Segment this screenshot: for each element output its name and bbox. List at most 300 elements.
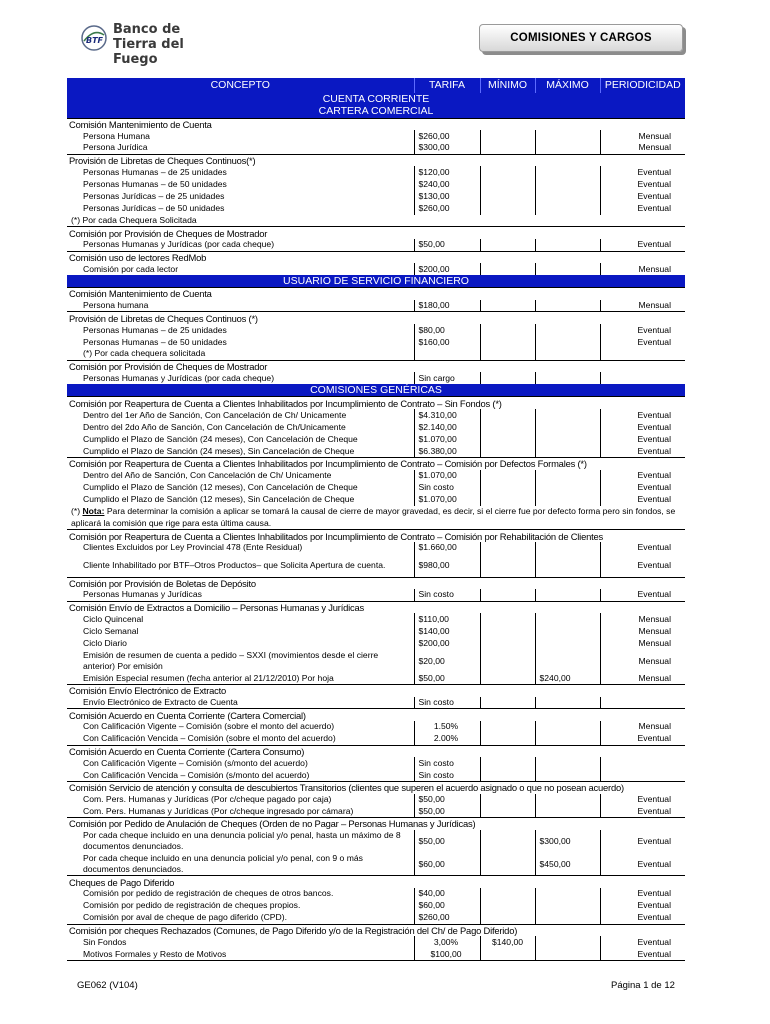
minimo-cell: [480, 433, 535, 445]
banner-cartera-comercial: CARTERA COMERCIAL: [67, 106, 685, 119]
col-header-periodicidad: PERIODICIDAD: [600, 78, 685, 93]
minimo-cell: [480, 300, 535, 312]
periodicidad-cell: Mensual: [638, 142, 671, 153]
tarifa-cell: 3,00%: [414, 936, 480, 948]
section-heading: Comisión por Provisión de Cheques de Mostrador: [67, 360, 685, 372]
table-row: [67, 637, 685, 649]
maximo-cell: [535, 888, 600, 900]
maximo-cell: [535, 300, 600, 312]
footnote-prefix: (*): [71, 506, 83, 517]
section-banner: [67, 384, 685, 397]
section-heading: Provisión de Libretas de Cheques Continuos (*): [67, 312, 685, 324]
tarifa-cell: $6.380,00: [414, 445, 480, 457]
concept-cell: Cumplido el Plazo de Sanción (12 meses), Con Cancelación de Cheque: [83, 482, 358, 493]
concept-cell: Cumplido el Plazo de Sanción (12 meses), Sin Cancelación de Cheque: [83, 494, 355, 505]
tarifa-cell: $4.310,00: [414, 409, 480, 421]
maximo-cell: [535, 433, 600, 445]
table-row: [67, 757, 685, 769]
section-heading: Comisión por Reapertura de Cuenta a Clientes Inhabilitados por Incumplimiento de Contrato – Comisión por Rehabilitación de Clientes: [67, 530, 685, 542]
table-row: [67, 733, 685, 745]
table-row: [67, 166, 685, 178]
concept-cell: Envío Electrónico de Extracto de Cuenta: [83, 697, 238, 707]
section-heading-row: [67, 924, 685, 936]
col-header-minimo: MÍNIMO: [480, 78, 535, 93]
tarifa-cell: $260,00: [414, 130, 480, 142]
concept-cell: Comisión por cada lector: [83, 263, 179, 274]
tarifa-cell: $40,00: [414, 888, 480, 900]
periodicidad-cell: Mensual: [638, 672, 671, 683]
minimo-cell: [480, 178, 535, 190]
table-row: [67, 769, 685, 781]
maximo-cell: [535, 445, 600, 457]
maximo-cell: [535, 239, 600, 251]
minimo-cell: [480, 542, 535, 554]
table-row: [67, 494, 685, 506]
minimo-cell: [480, 239, 535, 251]
minimo-cell: [480, 191, 535, 203]
section-heading-row: [67, 781, 685, 793]
periodicidad-cell: [600, 372, 685, 384]
bank-name: [113, 22, 230, 67]
tarifa-cell: $1.070,00: [414, 494, 480, 506]
minimo-cell: [480, 482, 535, 494]
minimo-cell: [480, 721, 535, 733]
periodicidad-cell: Eventual: [637, 900, 671, 911]
section-heading-row: [67, 745, 685, 757]
maximo-cell: [535, 757, 600, 769]
concept-cell: Ciclo Diario: [83, 637, 127, 648]
maximo-cell: [535, 733, 600, 745]
periodicidad-cell: Eventual: [637, 733, 671, 744]
maximo-cell: [535, 589, 600, 601]
minimo-cell: [480, 336, 535, 348]
concept-cell: Con Calificación Vigente – Comisión (s/monto del acuerdo): [83, 757, 308, 768]
maximo-cell: [535, 542, 600, 554]
concept-cell: Persona humana: [83, 300, 149, 311]
maximo-cell: [535, 372, 600, 384]
table-header-row: [67, 78, 685, 93]
tarifa-cell: $240,00: [414, 178, 480, 190]
periodicidad-cell: Mensual: [638, 263, 671, 274]
table-row: [67, 853, 685, 876]
minimo-cell: [480, 409, 535, 421]
maximo-cell: [535, 613, 600, 625]
table-row: [67, 300, 685, 312]
tarifa-cell: $50,00: [414, 794, 480, 806]
concept-cell: Clientes Excluidos por Ley Provincial 478 (Ente Residual): [83, 542, 303, 553]
tarifa-cell: $50,00: [414, 239, 480, 251]
periodicidad-cell: Mensual: [638, 625, 671, 636]
tarifa-cell: $80,00: [414, 324, 480, 336]
section-heading-row: [67, 709, 685, 721]
maximo-cell: [535, 409, 600, 421]
table-row: [67, 470, 685, 482]
concept-cell: (*) Por cada chequera solicitada: [83, 348, 206, 359]
periodicidad-cell: Eventual: [637, 912, 671, 923]
banner-cuenta-corriente: CUENTA CORRIENTE: [67, 93, 685, 106]
minimo-cell: [480, 948, 535, 960]
col-header-maximo: MÁXIMO: [535, 78, 600, 93]
periodicidad-cell: [600, 697, 685, 709]
periodicidad-cell: Eventual: [637, 409, 671, 420]
tarifa-cell: $180,00: [414, 300, 480, 312]
minimo-cell: [480, 830, 535, 853]
table-row: [67, 178, 685, 190]
tarifa-cell: Sin cargo: [414, 372, 480, 384]
concept-cell: Personas Humanas – de 25 unidades: [83, 166, 227, 177]
tarifa-cell: $160,00: [414, 336, 480, 348]
concept-cell: Por cada cheque incluido en una denuncia policial y/o penal, con 9 o más documentos denunciados.: [83, 853, 363, 875]
tarifa-cell: $200,00: [414, 637, 480, 649]
section-heading: Comisión por Provisión de Cheques de Mostrador: [67, 227, 685, 239]
table-row: [67, 263, 685, 275]
table-row: [67, 372, 685, 384]
bank-logo: [80, 22, 230, 67]
fees-table-container: [67, 78, 685, 961]
tarifa-cell: $100,00: [414, 948, 480, 960]
table-row: [67, 445, 685, 457]
section-heading: Comisión Mantenimiento de Cuenta: [67, 288, 685, 300]
maximo-cell: [535, 769, 600, 781]
section-heading-row: [67, 288, 685, 300]
tarifa-cell: [414, 348, 480, 360]
table-row: [67, 948, 685, 960]
tarifa-cell: $1.070,00: [414, 433, 480, 445]
bank-logo-icon: [80, 24, 108, 52]
tarifa-cell: $1.660,00: [414, 542, 480, 554]
minimo-cell: [480, 324, 535, 336]
tarifa-cell: $130,00: [414, 191, 480, 203]
tarifa-cell: $2.140,00: [414, 421, 480, 433]
maximo-cell: [535, 721, 600, 733]
maximo-cell: [535, 203, 600, 215]
section-heading: Comisión por Reapertura de Cuenta a Clientes Inhabilitados por Incumplimiento de Contrato – Comisión por Defectos Formales (*): [67, 457, 685, 469]
tarifa-cell: $60,00: [414, 900, 480, 912]
section-heading-row: [67, 457, 685, 469]
tarifa-cell: $50,00: [414, 830, 480, 853]
footnote: [67, 506, 685, 530]
tarifa-cell: Sin costo: [414, 757, 480, 769]
tarifa-cell: 2.00%: [414, 733, 480, 745]
section-heading: Comisión Envío Electrónico de Extracto: [67, 685, 685, 697]
section-banner: [67, 106, 685, 119]
section-heading: Comisión Acuerdo en Cuenta Corriente (Cartera Comercial): [67, 709, 685, 721]
section-heading-row: [67, 397, 685, 409]
table-row: [67, 421, 685, 433]
tarifa-cell: $300,00: [414, 142, 480, 154]
table-row: [67, 542, 685, 554]
fees-table: [67, 78, 685, 961]
section-heading-row: [67, 251, 685, 263]
banner-label: COMISIONES GENÉRICAS: [67, 384, 685, 397]
footer-page-number: Página 1 de 12: [611, 980, 675, 991]
minimo-cell: [480, 637, 535, 649]
periodicidad-cell: Mensual: [638, 613, 671, 624]
minimo-cell: [480, 769, 535, 781]
table-row: [67, 936, 685, 948]
table-row: [67, 348, 685, 360]
maximo-cell: [535, 650, 600, 673]
concept-cell: Ciclo Semanal: [83, 625, 139, 636]
section-heading: Comisión Envío de Extractos a Domicilio – Personas Humanas y Jurídicas: [67, 601, 685, 613]
maximo-cell: [535, 554, 600, 577]
periodicidad-cell: Eventual: [637, 482, 671, 493]
svg-text:BTF: BTF: [86, 36, 104, 45]
concept-cell: Personas Humanas y Jurídicas (por cada cheque): [83, 239, 275, 250]
maximo-cell: [535, 348, 600, 360]
periodicidad-cell: Mensual: [638, 300, 671, 311]
bank-name-line1: Banco de: [113, 22, 181, 37]
section-heading: Comisión por Provisión de Boletas de Depósito: [67, 577, 685, 589]
periodicidad-cell: Eventual: [637, 805, 671, 816]
table-row: [67, 912, 685, 924]
tarifa-cell: 1.50%: [414, 721, 480, 733]
periodicidad-cell: Mensual: [638, 721, 671, 732]
maximo-cell: $300,00: [535, 830, 600, 853]
tarifa-cell: $50,00: [414, 673, 480, 685]
periodicidad-cell: Eventual: [637, 835, 671, 846]
maximo-cell: [535, 191, 600, 203]
table-row: [67, 794, 685, 806]
concept-cell: Cliente Inhabilitado por BTF–Otros Productos– que Solicita Apertura de cuenta.: [83, 559, 386, 570]
table-row: [67, 830, 685, 853]
section-heading-row: [67, 685, 685, 697]
minimo-cell: [480, 900, 535, 912]
tarifa-cell: $110,00: [414, 613, 480, 625]
minimo-cell: [480, 372, 535, 384]
table-row: [67, 142, 685, 154]
periodicidad-cell: Eventual: [637, 191, 671, 202]
minimo-cell: [480, 142, 535, 154]
periodicidad-cell: [600, 348, 685, 360]
footnote-label: Nota:: [82, 506, 105, 517]
minimo-cell: [480, 470, 535, 482]
section-heading-row: [67, 154, 685, 166]
table-row: [67, 433, 685, 445]
tarifa-cell: Sin costo: [414, 482, 480, 494]
periodicidad-cell: Eventual: [637, 494, 671, 505]
concept-cell: Emisión Especial resumen (fecha anterior al 21/12/2010) Por hoja: [83, 672, 334, 683]
maximo-cell: [535, 806, 600, 818]
maximo-cell: [535, 900, 600, 912]
minimo-cell: [480, 130, 535, 142]
periodicidad-cell: Eventual: [637, 559, 671, 570]
maximo-cell: [535, 166, 600, 178]
concept-cell: Dentro del 1er Año de Sanción, Con Cancelación de Ch/ Unicamente: [83, 409, 347, 420]
maximo-cell: [535, 482, 600, 494]
concept-cell: Dentro del Año de Sanción, Con Cancelación de Ch/ Unicamente: [83, 470, 332, 481]
minimo-cell: [480, 589, 535, 601]
minimo-cell: [480, 625, 535, 637]
section-banner: [67, 275, 685, 288]
section-heading-row: [67, 601, 685, 613]
periodicidad-cell: [600, 769, 685, 781]
maximo-cell: [535, 494, 600, 506]
section-heading: Comisión por cheques Rechazados (Comunes, de Pago Diferido y/o de la Registración del Ch/ de Pago Diferido): [67, 924, 685, 936]
minimo-cell: [480, 757, 535, 769]
periodicidad-cell: Eventual: [637, 239, 671, 250]
maximo-cell: [535, 336, 600, 348]
tarifa-cell: $60,00: [414, 853, 480, 876]
periodicidad-cell: Eventual: [637, 324, 671, 335]
periodicidad-cell: Eventual: [637, 858, 671, 869]
maximo-cell: [535, 324, 600, 336]
tarifa-cell: $260,00: [414, 203, 480, 215]
maximo-cell: [535, 794, 600, 806]
footnote-row: [67, 506, 685, 530]
table-row: [67, 888, 685, 900]
tarifa-cell: Sin costo: [414, 697, 480, 709]
concept-cell: Persona Humana: [83, 130, 150, 141]
table-row: [67, 239, 685, 251]
tarifa-cell: $120,00: [414, 166, 480, 178]
table-row: [67, 130, 685, 142]
minimo-cell: [480, 348, 535, 360]
table-row: [67, 613, 685, 625]
maximo-cell: [535, 936, 600, 948]
concept-cell: Emisión de resumen de cuenta a pedido – SXXI (movimientos desde el cierre anterior) Por emisión: [83, 650, 379, 672]
table-row: [67, 191, 685, 203]
concept-cell: Personas Humanas – de 25 unidades: [83, 324, 227, 335]
periodicidad-cell: Mensual: [638, 655, 671, 666]
periodicidad-cell: [600, 757, 685, 769]
concept-cell: Cumplido el Plazo de Sanción (24 meses), Sin Cancelación de Cheque: [83, 445, 355, 456]
col-header-tarifa: TARIFA: [414, 78, 480, 93]
section-heading-row: [67, 577, 685, 589]
concept-cell: Cumplido el Plazo de Sanción (24 meses), Con Cancelación de Cheque: [83, 433, 358, 444]
table-row: [67, 554, 685, 577]
minimo-cell: $140,00: [491, 936, 524, 947]
tarifa-cell: Sin costo: [414, 589, 480, 601]
tarifa-cell: $200,00: [414, 263, 480, 275]
concept-cell: Por cada cheque incluido en una denuncia policial y/o penal, hasta un máximo de 8 documentos denunciados.: [83, 830, 401, 852]
minimo-cell: [480, 650, 535, 673]
maximo-cell: [535, 421, 600, 433]
periodicidad-cell: Eventual: [637, 794, 671, 804]
section-heading: Comisión Acuerdo en Cuenta Corriente (Cartera Consumo): [67, 745, 685, 757]
maximo-cell: [535, 178, 600, 190]
section-heading-row: [67, 227, 685, 239]
banner-label: USUARIO DE SERVICIO FINANCIERO: [67, 275, 685, 288]
table-row: [67, 900, 685, 912]
periodicidad-cell: Eventual: [637, 445, 671, 456]
concept-cell: Comisión por aval de cheque de pago diferido (CPD).: [83, 912, 287, 923]
section-heading: Comisión por Reapertura de Cuenta a Clientes Inhabilitados por Incumplimiento de Contrato – Sin Fondos (*): [67, 397, 685, 409]
maximo-cell: [535, 625, 600, 637]
minimo-cell: [480, 494, 535, 506]
concept-cell: Personas Humanas y Jurídicas (por cada cheque): [83, 372, 275, 383]
periodicidad-cell: Eventual: [637, 470, 671, 481]
document-title: COMISIONES Y CARGOS: [479, 24, 683, 52]
tarifa-cell: $1.070,00: [414, 470, 480, 482]
table-row: [67, 697, 685, 709]
section-heading: Comisión uso de lectores RedMob: [67, 251, 685, 263]
periodicidad-cell: Eventual: [637, 433, 671, 444]
concept-cell: Con Calificación Vigente – Comisión (sobre el monto del acuerdo): [83, 721, 335, 732]
minimo-cell: [480, 697, 535, 709]
minimo-cell: [480, 554, 535, 577]
concept-cell: Personas Humanas y Jurídicas: [83, 589, 202, 600]
concept-cell: Personas Jurídicas – de 50 unidades: [83, 203, 225, 214]
concept-cell: Persona Jurídica: [83, 142, 148, 153]
section-heading: Cheques de Pago Diferido: [67, 876, 685, 888]
minimo-cell: [480, 733, 535, 745]
minimo-cell: [480, 421, 535, 433]
maximo-cell: [535, 130, 600, 142]
maximo-cell: [535, 263, 600, 275]
maximo-cell: $240,00: [535, 673, 600, 685]
maximo-cell: [535, 948, 600, 960]
maximo-cell: [535, 637, 600, 649]
minimo-cell: [480, 166, 535, 178]
maximo-cell: [535, 142, 600, 154]
concept-cell: Comisión por pedido de registración de cheques de otros bancos.: [83, 888, 334, 899]
section-heading-row: [67, 818, 685, 830]
concept-cell: Com. Pers. Humanas y Jurídicas (Por c/cheque pagado por caja): [83, 794, 332, 804]
minimo-cell: [480, 613, 535, 625]
periodicidad-cell: Eventual: [637, 589, 671, 600]
minimo-cell: [480, 912, 535, 924]
section-heading: Comisión Servicio de atención y consulta de descubiertos Transitorios (clientes que superen el acuerdo asignado o que no posean acuerdo): [67, 781, 685, 793]
maximo-cell: [535, 912, 600, 924]
minimo-cell: [480, 203, 535, 215]
concept-cell: Sin Fondos: [83, 936, 127, 947]
table-row: [67, 409, 685, 421]
periodicidad-cell: Eventual: [637, 421, 671, 432]
section-heading-row: [67, 118, 685, 130]
concept-cell: Dentro del 2do Año de Sanción, Con Cancelación de Ch/Unicamente: [83, 421, 346, 432]
tarifa-cell: $20,00: [414, 650, 480, 673]
concept-cell: Motivos Formales y Resto de Motivos: [67, 948, 414, 960]
table-row: [67, 203, 685, 215]
table-row: [67, 589, 685, 601]
maximo-cell: [535, 470, 600, 482]
footnote-row: [67, 215, 685, 227]
section-heading: Comisión Mantenimiento de Cuenta: [67, 118, 685, 130]
concept-cell: Con Calificación Vencida – Comisión (sobre el monto del acuerdo): [83, 733, 336, 744]
minimo-cell: [480, 445, 535, 457]
col-header-concepto: CONCEPTO: [67, 78, 414, 93]
minimo-cell: [480, 263, 535, 275]
maximo-cell: [535, 697, 600, 709]
section-heading-row: [67, 312, 685, 324]
periodicidad-cell: Mensual: [638, 637, 671, 648]
table-row: [67, 721, 685, 733]
minimo-cell: [480, 853, 535, 876]
table-row: [67, 625, 685, 637]
table-row: [67, 482, 685, 494]
periodicidad-cell: Mensual: [638, 130, 671, 141]
footer-doc-code: GE062 (V104): [77, 980, 138, 991]
periodicidad-cell: Eventual: [637, 888, 671, 899]
page-header: [0, 0, 770, 70]
concept-cell: Com. Pers. Humanas y Jurídicas (Por c/cheque ingresado por cámara): [83, 805, 354, 816]
table-row: [67, 324, 685, 336]
table-row: [67, 806, 685, 818]
section-heading-row: [67, 876, 685, 888]
periodicidad-cell: Eventual: [637, 203, 671, 214]
concept-cell: Personas Humanas – de 50 unidades: [83, 178, 227, 189]
periodicidad-cell: Eventual: [637, 542, 671, 553]
periodicidad-cell: Eventual: [637, 336, 671, 347]
periodicidad-cell: Eventual: [637, 178, 671, 189]
section-heading-row: [67, 360, 685, 372]
table-row: [67, 673, 685, 685]
section-banner: [67, 93, 685, 106]
minimo-cell: [480, 888, 535, 900]
concept-cell: Comisión por pedido de registración de cheques propios.: [83, 900, 301, 911]
tarifa-cell: $140,00: [414, 625, 480, 637]
